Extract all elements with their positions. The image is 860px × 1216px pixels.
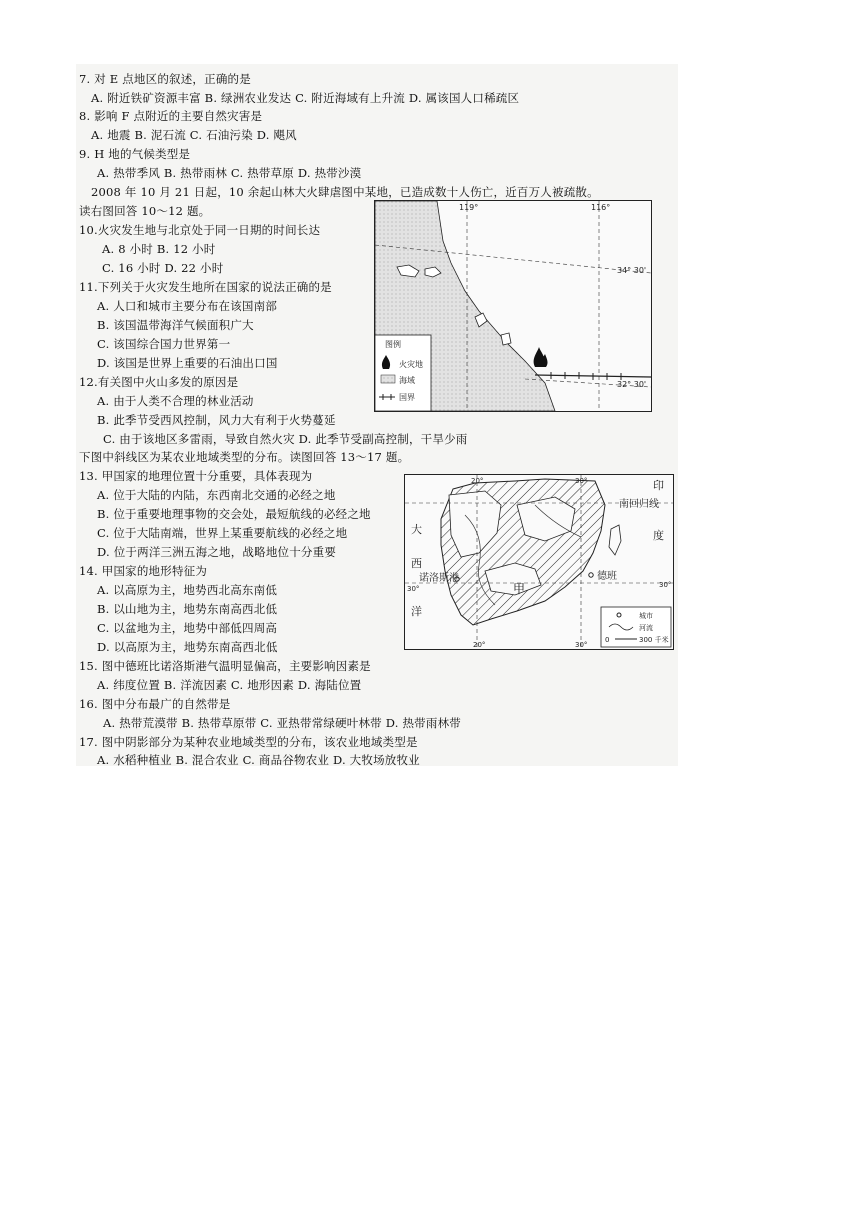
scale-zero: 0	[605, 636, 610, 644]
question-14: 14. 甲国家的地形特征为	[79, 564, 208, 578]
question-14-option-d: D. 以高原为主，地势东南高西北低	[97, 640, 278, 654]
question-13-option-a: A. 位于大陆的内陆，东西南北交通的必经之地	[97, 488, 336, 502]
legend-title: 图例	[385, 340, 401, 349]
legend-border-label: 国界	[399, 393, 415, 402]
label-lon20-bottom: 20°	[473, 641, 486, 649]
question-14-option-b: B. 以山地为主，地势东南高西北低	[97, 602, 278, 616]
label-indian-1: 印	[653, 479, 664, 492]
lon-label-116: 116°	[591, 203, 611, 212]
question-12-options-cd: C. 由于该地区多雷雨，导致自然火灾 D. 此季节受副高控制，干旱少雨	[103, 432, 468, 446]
question-13-option-d: D. 位于两洋三洲五海之地，战略地位十分重要	[97, 545, 337, 559]
label-lon20-top: 20°	[471, 477, 484, 485]
question-7: 7. 对 E 点地区的叙述，正确的是	[79, 72, 251, 86]
question-17-options: A. 水稻种植业 B. 混合农业 C. 商品谷物农业 D. 大牧场放牧业	[97, 753, 420, 767]
question-12: 12.有关图中火山多发的原因是	[79, 375, 239, 389]
label-lon30-top: 30°	[575, 477, 588, 485]
question-14-option-c: C. 以盆地为主，地势中部低四周高	[97, 621, 278, 635]
question-13-option-c: C. 位于大陆南端，世界上某重要航线的必经之地	[97, 526, 348, 540]
question-9: 9. H 地的气候类型是	[79, 147, 191, 161]
question-12-option-a: A. 由于人类不合理的林业活动	[97, 394, 254, 408]
question-10-options-ab: A. 8 小时 B. 12 小时	[102, 242, 216, 256]
question-16-options: A. 热带荒漠带 B. 热带草原带 C. 亚热带常绿硬叶林带 D. 热带雨林带	[103, 716, 461, 730]
label-lat30-right: 30°	[659, 581, 672, 589]
southern-africa-map	[404, 474, 674, 650]
label-lon30-bottom: 30°	[575, 641, 588, 649]
fire-location-map	[374, 200, 652, 412]
question-17: 17. 图中阴影部分为某种农业地域类型的分布，该农业地域类型是	[79, 735, 418, 749]
label-lat30-left: 30°	[407, 585, 420, 593]
question-13-option-b: B. 位于重要地理事物的交会处，最短航线的必经之地	[97, 507, 371, 521]
question-15: 15. 图中德班比诺洛斯港气温明显偏高，主要影响因素是	[79, 659, 371, 673]
question-13: 13. 甲国家的地理位置十分重要，具体表现为	[79, 469, 313, 483]
island-4	[501, 333, 511, 345]
question-11-option-d: D. 该国是世界上重要的石油出口国	[97, 356, 278, 370]
lat-label-32-30: 32° 30'	[617, 380, 647, 389]
label-jia: 甲	[513, 582, 526, 596]
label-atlantic-1: 大	[411, 523, 422, 536]
question-16: 16. 图中分布最广的自然带是	[79, 697, 231, 711]
fire-instruction: 读右图回答 10～12 题。	[79, 204, 211, 218]
legend-city-label: 城市	[639, 612, 653, 620]
label-atlantic-2: 西	[411, 557, 422, 570]
lon-label-119: 119°	[459, 203, 479, 212]
label-nolloth: 诺洛斯港	[419, 573, 459, 584]
question-11-option-a: A. 人口和城市主要分布在该国南部	[97, 299, 278, 313]
question-11: 11.下列关于火灾发生地所在国家的说法正确的是	[79, 280, 332, 294]
fire-intro: 2008 年 10 月 21 日起，10 余起山林大火肆虐图中某地，已造成数十人伤亡，近百万人被疏散。	[91, 185, 599, 199]
legend-city-icon	[617, 613, 621, 617]
map1-legend	[375, 335, 431, 411]
question-12-option-b: B. 此季节受西风控制，风力大有利于火势蔓延	[97, 413, 336, 427]
label-tropic: 南回归线	[619, 499, 659, 510]
map2-legend	[601, 607, 671, 647]
question-11-option-b: B. 该国温带海洋气候面积广大	[97, 318, 254, 332]
question-8-options: A. 地震 B. 泥石流 C. 石油污染 D. 飓风	[91, 128, 297, 142]
question-11-option-c: C. 该国综合国力世界第一	[97, 337, 231, 351]
label-indian-2: 度	[653, 529, 664, 542]
question-7-options: A. 附近铁矿资源丰富 B. 绿洲农业发达 C. 附近海域有上升流 D. 属该国人口稀疏区	[91, 91, 520, 105]
legend-fire-label: 火灾地	[399, 360, 423, 369]
question-14-option-a: A. 以高原为主，地势西北高东南低	[97, 583, 278, 597]
question-9-options: A. 热带季风 B. 热带雨林 C. 热带草原 D. 热带沙漠	[97, 166, 362, 180]
question-8: 8. 影响 F 点附近的主要自然灾害是	[79, 109, 263, 123]
legend-river-label: 河流	[639, 624, 653, 632]
label-atlantic-3: 洋	[411, 605, 422, 618]
legend-sea-label: 海域	[399, 376, 415, 385]
lat-label-34-30: 34° 30'	[617, 266, 647, 275]
label-durban: 德班	[597, 571, 617, 582]
scale-300: 300 千米	[639, 636, 669, 644]
fire-icon	[534, 347, 548, 367]
question-10-options-cd: C. 16 小时 D. 22 小时	[102, 261, 224, 275]
question-15-options: A. 纬度位置 B. 洋流因素 C. 地形因素 D. 海陆位置	[97, 678, 362, 692]
city-durban	[589, 573, 593, 577]
island	[609, 525, 621, 555]
question-10: 10.火灾发生地与北京处于同一日期的时间长达	[79, 223, 321, 237]
agri-instruction: 下图中斜线区为某农业地域类型的分布。读图回答 13～17 题。	[79, 450, 410, 464]
